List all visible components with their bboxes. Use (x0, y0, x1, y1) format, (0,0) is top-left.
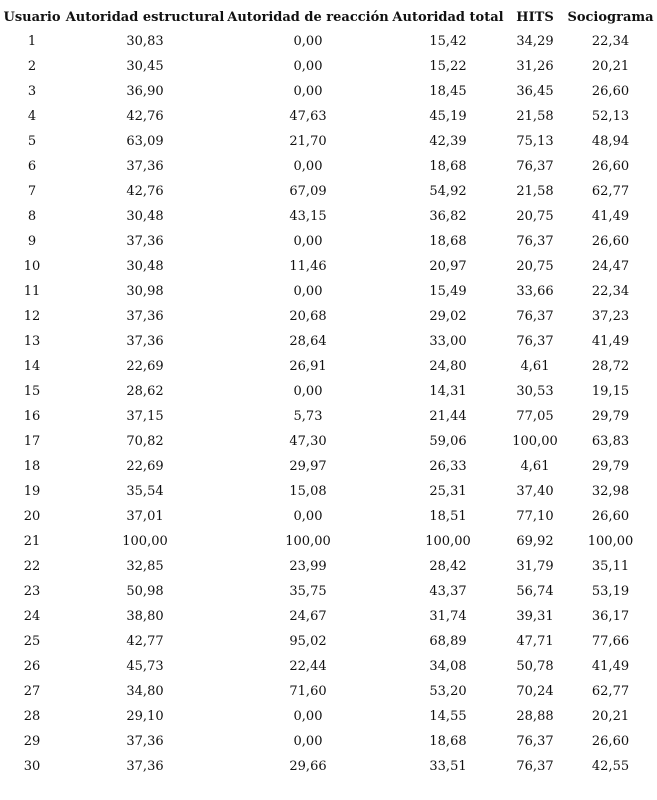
cell-autoridad-estructural: 45,73 (126, 659, 164, 674)
cell-sociograma: 41,49 (591, 209, 630, 224)
cell-hits: 20,75 (516, 209, 554, 224)
cell-autoridad-total: 33,00 (429, 334, 467, 349)
cell-autoridad-estructural: 34,80 (126, 684, 164, 699)
cell-autoridad-estructural: 63,09 (126, 134, 164, 149)
cell-usuario: 21 (23, 534, 41, 549)
cell-autoridad-de-reaccion: 29,97 (289, 459, 327, 474)
cell-autoridad-estructural: 70,82 (126, 434, 164, 449)
cell-sociograma: 100,00 (587, 534, 634, 549)
cell-autoridad-estructural: 30,48 (126, 259, 164, 274)
cell-autoridad-de-reaccion: 0,00 (293, 234, 323, 249)
cell-autoridad-de-reaccion: 0,00 (293, 34, 323, 49)
cell-usuario: 9 (27, 234, 37, 249)
cell-autoridad-total: 43,37 (429, 584, 467, 599)
cell-hits: 76,37 (516, 234, 554, 249)
cell-usuario: 6 (27, 159, 37, 174)
cell-hits: 75,13 (516, 134, 554, 149)
cell-autoridad-estructural: 37,36 (126, 234, 164, 249)
cell-autoridad-total: 68,89 (429, 634, 467, 649)
cell-autoridad-total: 25,31 (429, 484, 467, 499)
cell-usuario: 26 (23, 659, 41, 674)
cell-autoridad-de-reaccion: 35,75 (289, 584, 327, 599)
cell-hits: 31,26 (516, 59, 554, 74)
table-row (0, 529, 657, 554)
cell-sociograma: 24,47 (591, 259, 630, 274)
cell-autoridad-total: 45,19 (429, 109, 467, 124)
cell-hits: 50,78 (516, 659, 554, 674)
header-autoridad-total: Autoridad total (392, 9, 504, 25)
cell-autoridad-de-reaccion: 23,99 (289, 559, 327, 574)
cell-autoridad-estructural: 50,98 (126, 584, 164, 599)
cell-hits: 37,40 (516, 484, 554, 499)
cell-usuario: 22 (23, 559, 41, 574)
table-header (0, 5, 657, 29)
cell-autoridad-de-reaccion: 28,64 (289, 334, 327, 349)
cell-autoridad-estructural: 36,90 (126, 84, 164, 99)
cell-hits: 4,61 (520, 359, 550, 374)
cell-usuario: 18 (23, 459, 41, 474)
table-row (0, 704, 657, 729)
cell-hits: 56,74 (516, 584, 554, 599)
header-hits: HITS (516, 9, 554, 25)
cell-autoridad-estructural: 35,54 (126, 484, 164, 499)
cell-sociograma: 35,11 (591, 559, 630, 574)
cell-autoridad-de-reaccion: 0,00 (293, 59, 323, 74)
authority-table (0, 5, 657, 779)
cell-sociograma: 52,13 (591, 109, 630, 124)
table-row (0, 654, 657, 679)
cell-autoridad-de-reaccion: 0,00 (293, 734, 323, 749)
cell-sociograma: 62,77 (591, 684, 630, 699)
cell-autoridad-estructural: 37,36 (126, 759, 164, 774)
table-body (0, 29, 657, 779)
cell-autoridad-estructural: 28,62 (126, 384, 164, 399)
cell-autoridad-de-reaccion: 0,00 (293, 709, 323, 724)
cell-autoridad-estructural: 30,83 (126, 34, 164, 49)
cell-usuario: 17 (23, 434, 41, 449)
cell-sociograma: 41,49 (591, 334, 630, 349)
cell-usuario: 7 (27, 184, 37, 199)
cell-autoridad-total: 18,68 (429, 234, 467, 249)
table-row (0, 279, 657, 304)
cell-autoridad-total: 53,20 (429, 684, 467, 699)
table-row (0, 154, 657, 179)
table-row (0, 404, 657, 429)
cell-usuario: 15 (23, 384, 41, 399)
cell-usuario: 5 (27, 134, 37, 149)
table-row (0, 254, 657, 279)
cell-usuario: 20 (23, 509, 41, 524)
table-row (0, 179, 657, 204)
cell-autoridad-de-reaccion: 43,15 (289, 209, 327, 224)
cell-usuario: 25 (23, 634, 41, 649)
table-row (0, 354, 657, 379)
cell-hits: 76,37 (516, 759, 554, 774)
cell-autoridad-de-reaccion: 47,30 (289, 434, 327, 449)
cell-autoridad-de-reaccion: 20,68 (289, 309, 327, 324)
cell-sociograma: 42,55 (591, 759, 630, 774)
cell-autoridad-total: 15,22 (429, 59, 467, 74)
cell-autoridad-total: 34,08 (429, 659, 467, 674)
cell-usuario: 1 (27, 34, 37, 49)
header-autoridad-estructural: Autoridad estructural (65, 9, 225, 25)
cell-autoridad-total: 18,68 (429, 159, 467, 174)
cell-autoridad-de-reaccion: 0,00 (293, 284, 323, 299)
cell-autoridad-total: 15,49 (429, 284, 467, 299)
cell-hits: 47,71 (516, 634, 554, 649)
cell-autoridad-de-reaccion: 5,73 (293, 409, 323, 424)
cell-sociograma: 37,23 (591, 309, 630, 324)
table-row (0, 79, 657, 104)
cell-autoridad-total: 33,51 (429, 759, 467, 774)
table-row (0, 329, 657, 354)
cell-autoridad-estructural: 42,77 (126, 634, 164, 649)
cell-autoridad-estructural: 29,10 (126, 709, 164, 724)
table-row (0, 29, 657, 54)
cell-usuario: 3 (27, 84, 37, 99)
cell-usuario: 16 (23, 409, 41, 424)
cell-autoridad-estructural: 37,36 (126, 734, 164, 749)
cell-autoridad-total: 18,45 (429, 84, 467, 99)
cell-autoridad-de-reaccion: 21,70 (289, 134, 327, 149)
cell-autoridad-estructural: 30,45 (126, 59, 164, 74)
cell-sociograma: 19,15 (591, 384, 630, 399)
table-row (0, 304, 657, 329)
cell-sociograma: 36,17 (591, 609, 630, 624)
cell-autoridad-estructural: 32,85 (126, 559, 164, 574)
table-row (0, 629, 657, 654)
cell-hits: 70,24 (516, 684, 554, 699)
cell-autoridad-de-reaccion: 95,02 (289, 634, 327, 649)
cell-hits: 30,53 (516, 384, 554, 399)
cell-autoridad-estructural: 22,69 (126, 359, 164, 374)
cell-autoridad-de-reaccion: 29,66 (289, 759, 327, 774)
cell-autoridad-de-reaccion: 11,46 (289, 259, 327, 274)
table-row (0, 229, 657, 254)
cell-hits: 76,37 (516, 309, 554, 324)
cell-hits: 28,88 (516, 709, 554, 724)
table-row (0, 204, 657, 229)
table-row (0, 379, 657, 404)
cell-autoridad-total: 24,80 (429, 359, 467, 374)
table-row (0, 729, 657, 754)
cell-autoridad-de-reaccion: 0,00 (293, 509, 323, 524)
cell-usuario: 12 (23, 309, 41, 324)
table-row (0, 504, 657, 529)
cell-usuario: 27 (23, 684, 41, 699)
cell-usuario: 2 (27, 59, 37, 74)
cell-hits: 33,66 (516, 284, 554, 299)
cell-autoridad-total: 29,02 (429, 309, 467, 324)
cell-autoridad-de-reaccion: 26,91 (289, 359, 327, 374)
cell-sociograma: 77,66 (591, 634, 630, 649)
cell-autoridad-estructural: 42,76 (126, 184, 164, 199)
cell-autoridad-total: 42,39 (429, 134, 467, 149)
cell-hits: 100,00 (512, 434, 558, 449)
table-row (0, 754, 657, 779)
cell-sociograma: 32,98 (591, 484, 630, 499)
cell-autoridad-total: 21,44 (429, 409, 467, 424)
cell-autoridad-total: 14,31 (429, 384, 467, 399)
cell-autoridad-total: 14,55 (429, 709, 467, 724)
cell-sociograma: 48,94 (591, 134, 630, 149)
cell-autoridad-de-reaccion: 22,44 (289, 659, 327, 674)
table-row (0, 679, 657, 704)
cell-sociograma: 28,72 (591, 359, 630, 374)
cell-autoridad-total: 18,51 (429, 509, 467, 524)
cell-autoridad-estructural: 30,48 (126, 209, 164, 224)
cell-hits: 20,75 (516, 259, 554, 274)
cell-usuario: 30 (23, 759, 41, 774)
cell-hits: 69,92 (516, 534, 554, 549)
cell-sociograma: 29,79 (591, 409, 630, 424)
cell-autoridad-total: 59,06 (429, 434, 467, 449)
cell-sociograma: 41,49 (591, 659, 630, 674)
cell-autoridad-total: 28,42 (429, 559, 467, 574)
cell-autoridad-de-reaccion: 47,63 (289, 109, 327, 124)
cell-autoridad-de-reaccion: 0,00 (293, 384, 323, 399)
cell-sociograma: 22,34 (591, 284, 630, 299)
cell-sociograma: 22,34 (591, 34, 630, 49)
cell-autoridad-de-reaccion: 71,60 (289, 684, 327, 699)
cell-autoridad-de-reaccion: 0,00 (293, 84, 323, 99)
table-row (0, 554, 657, 579)
cell-usuario: 8 (27, 209, 37, 224)
cell-hits: 77,10 (516, 509, 554, 524)
cell-hits: 39,31 (516, 609, 554, 624)
table-row (0, 604, 657, 629)
cell-sociograma: 26,60 (591, 734, 630, 749)
cell-autoridad-estructural: 37,36 (126, 309, 164, 324)
cell-usuario: 11 (23, 284, 41, 299)
cell-hits: 21,58 (516, 184, 554, 199)
cell-usuario: 19 (23, 484, 41, 499)
cell-autoridad-estructural: 38,80 (126, 609, 164, 624)
cell-usuario: 24 (23, 609, 41, 624)
cell-hits: 76,37 (516, 734, 554, 749)
cell-usuario: 23 (23, 584, 41, 599)
header-sociograma: Sociograma (567, 9, 654, 25)
cell-hits: 36,45 (516, 84, 554, 99)
cell-autoridad-de-reaccion: 0,00 (293, 159, 323, 174)
cell-autoridad-estructural: 37,01 (126, 509, 164, 524)
cell-autoridad-estructural: 37,15 (126, 409, 164, 424)
cell-usuario: 29 (23, 734, 41, 749)
table-row (0, 129, 657, 154)
cell-usuario: 10 (23, 259, 41, 274)
cell-sociograma: 53,19 (591, 584, 630, 599)
cell-hits: 31,79 (516, 559, 554, 574)
table-row (0, 429, 657, 454)
cell-hits: 4,61 (520, 459, 550, 474)
header-autoridad-de-reaccion: Autoridad de reacción (227, 9, 389, 25)
cell-usuario: 14 (23, 359, 41, 374)
cell-hits: 77,05 (516, 409, 554, 424)
cell-usuario: 28 (23, 709, 41, 724)
table-row (0, 104, 657, 129)
cell-sociograma: 26,60 (591, 509, 630, 524)
cell-hits: 76,37 (516, 334, 554, 349)
cell-autoridad-total: 31,74 (429, 609, 467, 624)
cell-autoridad-de-reaccion: 24,67 (289, 609, 327, 624)
cell-sociograma: 20,21 (591, 709, 630, 724)
cell-sociograma: 26,60 (591, 84, 630, 99)
cell-autoridad-total: 100,00 (425, 534, 471, 549)
cell-sociograma: 20,21 (591, 59, 630, 74)
cell-usuario: 4 (27, 109, 37, 124)
cell-autoridad-total: 15,42 (429, 34, 467, 49)
table-row (0, 579, 657, 604)
cell-autoridad-estructural: 42,76 (126, 109, 164, 124)
cell-hits: 34,29 (516, 34, 554, 49)
cell-autoridad-de-reaccion: 15,08 (289, 484, 327, 499)
cell-hits: 21,58 (516, 109, 554, 124)
cell-sociograma: 29,79 (591, 459, 630, 474)
cell-autoridad-de-reaccion: 100,00 (285, 534, 331, 549)
cell-sociograma: 26,60 (591, 159, 630, 174)
cell-autoridad-de-reaccion: 67,09 (289, 184, 327, 199)
cell-autoridad-estructural: 100,00 (122, 534, 168, 549)
cell-autoridad-estructural: 22,69 (126, 459, 164, 474)
cell-autoridad-total: 18,68 (429, 734, 467, 749)
cell-autoridad-total: 26,33 (429, 459, 467, 474)
cell-sociograma: 26,60 (591, 234, 630, 249)
cell-usuario: 13 (23, 334, 41, 349)
cell-sociograma: 62,77 (591, 184, 630, 199)
header-usuario: Usuario (3, 9, 61, 25)
cell-autoridad-estructural: 37,36 (126, 334, 164, 349)
table-row (0, 454, 657, 479)
cell-autoridad-total: 20,97 (429, 259, 467, 274)
cell-sociograma: 63,83 (591, 434, 630, 449)
cell-autoridad-estructural: 30,98 (126, 284, 164, 299)
table-row (0, 54, 657, 79)
cell-autoridad-total: 36,82 (429, 209, 467, 224)
cell-autoridad-estructural: 37,36 (126, 159, 164, 174)
cell-autoridad-total: 54,92 (429, 184, 467, 199)
table-row (0, 479, 657, 504)
header-row (0, 5, 657, 29)
cell-hits: 76,37 (516, 159, 554, 174)
